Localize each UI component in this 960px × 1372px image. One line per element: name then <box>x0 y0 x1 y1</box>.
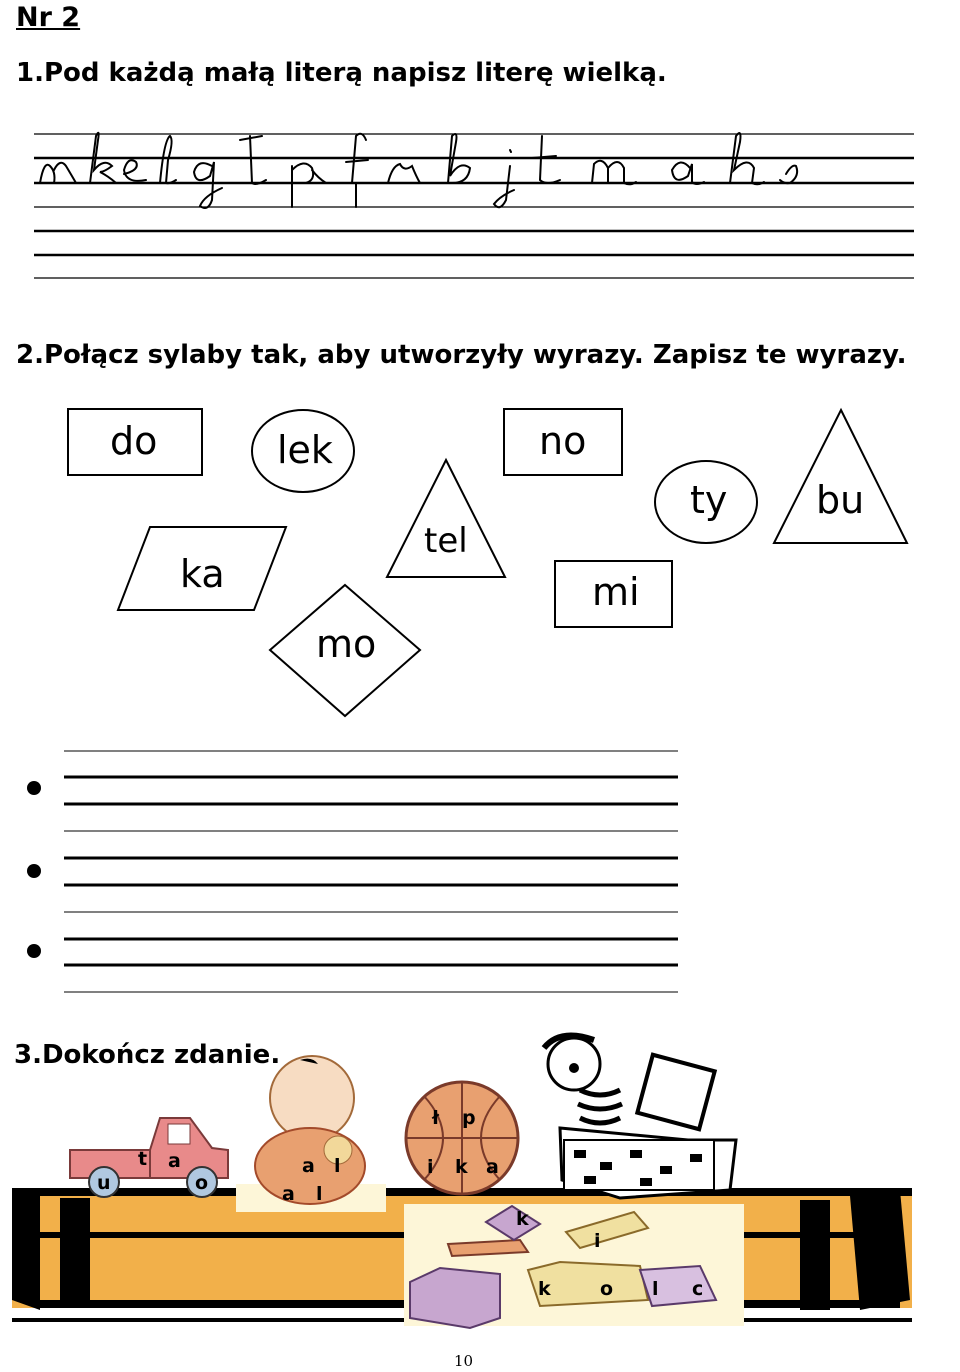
syllable-tel: tel <box>424 521 468 561</box>
syllable-mi: mi <box>592 570 640 614</box>
ball-letter: i <box>427 1156 434 1178</box>
blocks-letter: c <box>692 1278 704 1300</box>
truck-letter: u <box>97 1172 111 1194</box>
ball-letter: ł <box>432 1107 440 1129</box>
syllable-no: no <box>539 419 587 463</box>
syllable-bu: bu <box>816 478 865 522</box>
blocks-letter: k <box>538 1278 551 1300</box>
ball-letter: p <box>462 1107 476 1129</box>
bullet-1 <box>27 781 41 795</box>
bullet-2 <box>27 864 41 878</box>
cursive-letters <box>40 133 797 208</box>
doll-illustration <box>255 1056 365 1204</box>
doll-letter: a <box>302 1155 315 1177</box>
shape-triangle-bu <box>774 410 907 543</box>
task3-instruction: 3.Dokończ zdanie. <box>14 1040 281 1070</box>
bullet-3 <box>27 944 41 958</box>
blocks-letter: i <box>594 1230 601 1252</box>
doll-letter: l <box>316 1183 323 1205</box>
truck-letter: o <box>195 1172 209 1194</box>
truck-letter: a <box>168 1150 181 1172</box>
syllable-ty: ty <box>690 478 728 522</box>
doll-letter: a <box>282 1183 295 1205</box>
page-title: Nr 2 <box>16 2 81 33</box>
syllable-mo: mo <box>316 622 377 666</box>
task2-instruction: 2.Połącz sylaby tak, aby utworzyły wyrazy. Zapisz te wyrazy. <box>16 340 907 370</box>
ball-letter: a <box>486 1156 499 1178</box>
doll-letter: l <box>334 1155 341 1177</box>
blocks-letter: o <box>600 1278 614 1300</box>
truck-letter: t <box>138 1148 148 1170</box>
task1-instruction: 1.Pod każdą małą literą napisz literę wielką. <box>16 58 667 88</box>
syllable-lek: lek <box>277 428 333 472</box>
ball-letter: k <box>455 1156 468 1178</box>
page-number: 10 <box>454 1352 474 1370</box>
jack-in-the-box-illustration <box>544 1036 736 1199</box>
blocks-letter: k <box>516 1208 529 1230</box>
syllable-do: do <box>110 419 158 463</box>
syllable-ka: ka <box>180 552 225 596</box>
blocks-letter: l <box>652 1278 659 1300</box>
